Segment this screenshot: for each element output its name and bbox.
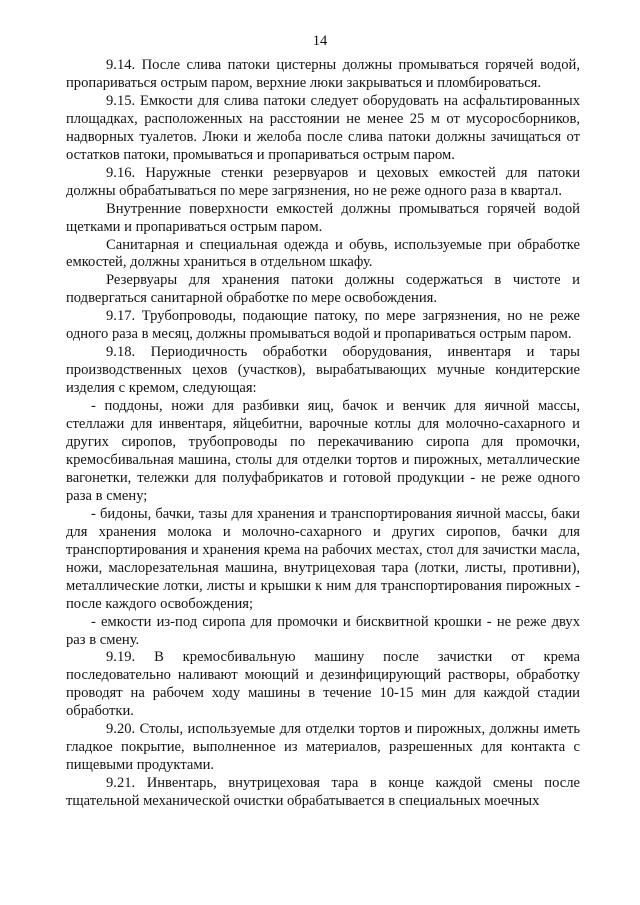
paragraph-9-19: 9.19. В кремосбивальную машину после зачистки от крема последовательно наливают моющий и дезинфицирующий растворы, обработку проводят на рабочем ходу машины в течение 10-15 мин для каждой стадии обработки. <box>66 649 580 720</box>
paragraph-reservoirs: Резервуары для хранения патоки должны содержаться в чистоте и подвергаться санитарной обработке по мере освобождения. <box>66 272 580 307</box>
list-item-once-per-shift: - поддоны, ножи для разбивки яиц, бачок и венчик для яичной массы, стеллажи для инвентаря, яйцебитни, варочные котлы для молочно-сахарного и других сиропов, трубопроводы по перекачиванию сиропа для промочки, кремосбивальная машина, столы для отделки тортов и пирожных, металлические вагонетки, тележки для полуфабрикатов и готовой продукции - не реже одного раза в смену; <box>66 398 580 504</box>
list-item-after-emptying: - бидоны, бачки, тазы для хранения и транспортирования яичной массы, баки для хранения молока и молочно-сахарного и других сиропов, бачки для транспортирования и хранения крема на рабочих местах, стол для зачистки масла, ножи, маслорезательная машина, внутрицеховая тара (лотки, листы, противни), металлические лотки, листы и крышки к ним для транспортирования пирожных - после каждого освобождения; <box>66 505 580 612</box>
paragraph-9-17: 9.17. Трубопроводы, подающие патоку, по мере загрязнения, но не реже одного раза в месяц, должны промываться водой и пропариваться острым паром. <box>66 308 580 343</box>
paragraph-inner-surfaces: Внутренние поверхности емкостей должны промываться горячей водой щетками и пропариваться острым паром. <box>66 200 580 235</box>
body-text <box>66 57 580 811</box>
paragraph-9-16: 9.16. Наружные стенки резервуаров и цеховых емкостей для патоки должны обрабатываться по мере загрязнения, но не реже одного раза в квартал. <box>66 164 580 199</box>
paragraph-clothing: Санитарная и специальная одежда и обувь, используемые при обработке емкостей, должны храниться в отдельном шкафу. <box>66 236 580 271</box>
page-number: 14 <box>312 33 328 49</box>
paragraph-9-18: 9.18. Периодичность обработки оборудования, инвентаря и тары производственных цехов (участков), вырабатывающих мучные кондитерские изделия с кремом, следующая: <box>66 344 580 397</box>
paragraph-9-21: 9.21. Инвентарь, внутрицеховая тара в конце каждой смены после тщательной механической очистки обрабатывается в специальных моечных <box>66 775 580 810</box>
list-item-twice-per-shift: - емкости из-под сиропа для промочки и бисквитной крошки - не реже двух раз в смену. <box>66 613 580 648</box>
paragraph-9-15: 9.15. Емкости для слива патоки следует оборудовать на асфальтированных площадках, расположенных на расстоянии не менее 25 м от мусоросборников, надворных туалетов. Люки и желоба после слива патоки должны зачищаться от остатков патоки, промываться и пропариваться острым паром. <box>66 92 580 163</box>
paragraph-9-14: 9.14. После слива патоки цистерны должны промываться горячей водой, пропариваться острым паром, верхние люки закрываться и пломбироваться. <box>66 57 580 91</box>
paragraph-9-20: 9.20. Столы, используемые для отделки тортов и пирожных, должны иметь гладкое покрытие, выполненное из материалов, разрешенных для контакта с пищевыми продуктами. <box>66 721 580 774</box>
